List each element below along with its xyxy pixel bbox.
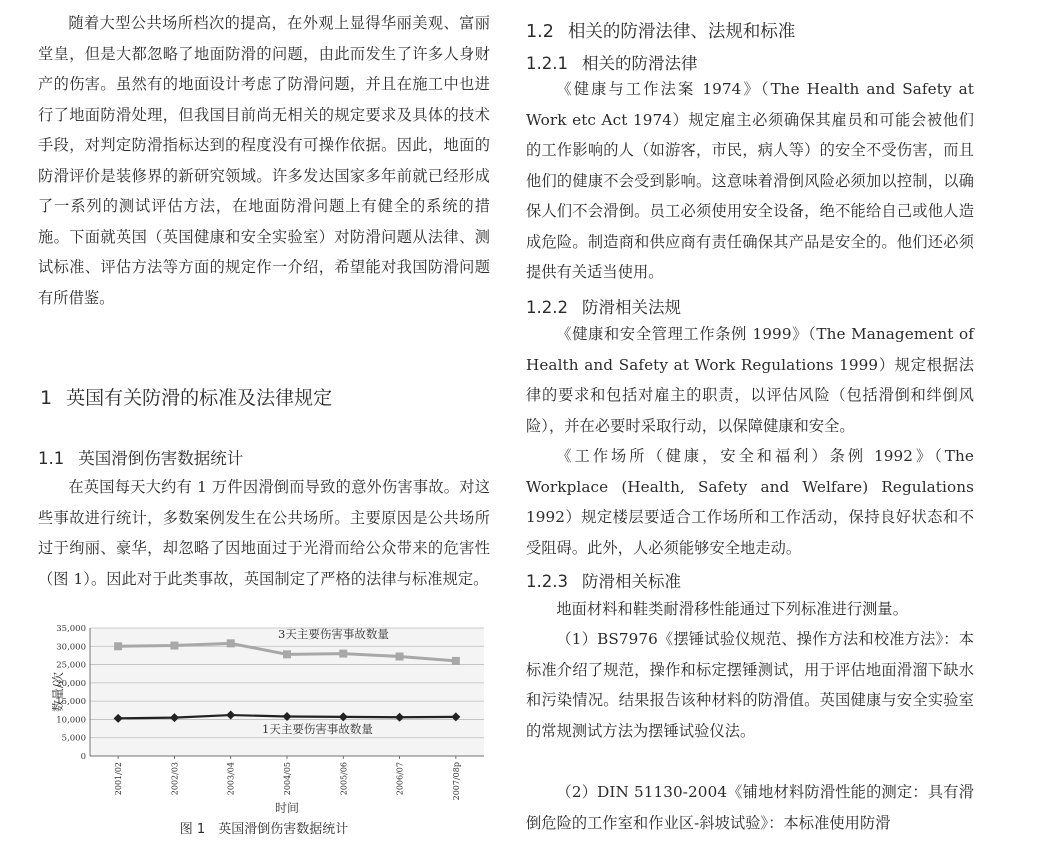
section-1-2-title: 相关的防滑法律、法规和标准: [567, 22, 796, 42]
series-1-label: 3天主要伤害事故数量: [278, 627, 389, 641]
section-1-2-3-title: 防滑相关标准: [581, 572, 681, 591]
x-tick-label: 2006/07: [395, 762, 405, 796]
y-tick-label: 20,000: [56, 678, 86, 689]
injury-statistics-chart: [38, 620, 490, 816]
figure-caption: 图 1 英国滑倒伤害数据统计: [179, 822, 349, 837]
y-tick-label: 35,000: [56, 624, 86, 634]
x-tick-label: 2004/05: [283, 762, 292, 796]
y-tick-label: 10,000: [56, 715, 86, 726]
series-1-point: [339, 650, 347, 658]
y-tick-label: 5,000: [61, 733, 86, 744]
section-1-2-3-number: 1.2.3: [526, 572, 568, 591]
section-1-number: 1: [40, 387, 53, 409]
y-tick-label: 30,000: [56, 642, 86, 653]
y-tick-label: 25,000: [56, 660, 86, 671]
section-1-2-3-paragraph-2: （1）BS7976《摆锤试验仪规范、操作方法和校准方法》：本标准介绍了规范，操作和标定摆锤测试，用于评估地面滑溜下缺水和污染情况。结果报告该种材料的防滑值。英国健康与安全实验室的常规测试方法为摆锤试验仪法。: [526, 630, 974, 740]
y-tick-label: 15,000: [56, 697, 86, 708]
x-axis-title: 时间: [274, 801, 300, 815]
y-axis-title: 数量/次: [51, 671, 65, 713]
series-1-point: [452, 657, 460, 665]
section-1-2-3-heading: [526, 568, 681, 592]
figure-1: [38, 620, 490, 845]
series-2-label: 1天主要伤害事故数量: [262, 722, 373, 736]
section-1-2-2-title: 防滑相关法规: [581, 298, 681, 317]
section-1-2-2-paragraph-1: 《健康和安全管理工作条例 1999》（The Management of Health and Safety at Work Regulations 1999）规定根据法律的要求和包括对雇主的职责，以评估风险（包括滑倒和绊倒风险），并在必要时采取行动，以保障健康和安全。: [526, 325, 974, 435]
series-1-point: [170, 642, 178, 650]
section-1-2-1-heading: [526, 50, 697, 74]
x-tick-label: 2005/06: [339, 762, 349, 796]
x-tick-label: 2002/03: [170, 762, 180, 796]
section-1-title: 英国有关防滑的标准及法律规定: [66, 387, 333, 409]
intro-paragraph: 随着大型公共场所档次的提高，在外观上显得华丽美观、富丽堂皇，但是大都忽略了地面防滑的问题，由此而发生了许多人身财产的伤害。虽然有的地面设计考虑了防滑问题，并且在施工中也进行了地面防滑处理，但我国目前尚无相关的规定要求及具体的技术手段，对判定防滑指标达到的程度没有可操作依据。因此，地面的防滑评价是装修界的新研究领域。许多发达国家多年前就已经形成了一系列的测试评估方法，在地面防滑问题上有健全的系统的措施。下面就英国（英国健康和安全实验室）对防滑问题从法律、测试标准、评估方法等方面的规定作一介绍，希望能对我国防滑问题有所借鉴。: [38, 14, 490, 307]
section-1-2-3-paragraph-3: （2）DIN 51130-2004《铺地材料防滑性能的测定：具有滑倒危险的工作室和作业区-斜坡试验》：本标准使用防滑: [526, 783, 974, 832]
section-1-2-2-paragraph-2: 《工作场所（健康，安全和福利）条例 1992》（The Workplace (Health, Safety and Welfare) Regulations 1992）规定楼层要适合工作场所和工作活动，保持良好状态和不受阻碍。此外，人必须能够安全地走动。: [526, 447, 974, 557]
section-1-2-1-title: 相关的防滑法律: [581, 54, 698, 73]
x-tick-label: 2003/04: [226, 762, 236, 796]
section-1-2-2-number: 1.2.2: [526, 298, 568, 317]
section-1-1-title: 英国滑倒伤害数据统计: [78, 449, 244, 468]
section-1-2-1-number: 1.2.1: [526, 54, 568, 73]
series-1-point: [283, 650, 291, 658]
series-1-point: [396, 653, 404, 661]
section-1-2-heading: [526, 18, 795, 43]
x-tick-label: 2001/02: [114, 762, 124, 796]
section-1-1-number: 1.1: [38, 449, 65, 468]
section-1-1-paragraph: 在英国每天大约有 1 万件因滑倒而导致的意外伤害事故。对这些事故进行统计，多数案例发生在公共场所。主要原因是公共场所过于绚丽、豪华，却忽略了因地面过于光滑而给公众带来的危害性（图 1）。因此对于此类事故，英国制定了严格的法律与标准规定。: [38, 478, 490, 588]
section-1-2-1-paragraph: 《健康与工作法案 1974》（The Health and Safety at Work etc Act 1974）规定雇主必须确保其雇员和可能会被他们的工作影响的人（如游客，市民，病人等）的安全不受伤害，而且他们的健康不会受到影响。这意味着滑倒风险必须加以控制，以确保人们不会滑倒。员工必须使用安全设备，绝不能给自己或他人造成危险。制造商和供应商有责任确保其产品是安全的。他们还必须提供有关适当使用。: [526, 80, 974, 281]
series-1-point: [114, 642, 122, 650]
x-tick-label: 2007/08p: [451, 762, 461, 801]
y-tick-label: 0: [80, 752, 86, 762]
section-1-2-2-heading: [526, 294, 681, 318]
section-1-2-number: 1.2: [526, 22, 554, 42]
series-1-point: [227, 639, 235, 647]
section-1-heading: [40, 383, 332, 410]
section-1-1-heading: [38, 445, 243, 469]
section-1-2-3-paragraph-1: 地面材料和鞋类耐滑移性能通过下列标准进行测量。: [556, 600, 909, 618]
